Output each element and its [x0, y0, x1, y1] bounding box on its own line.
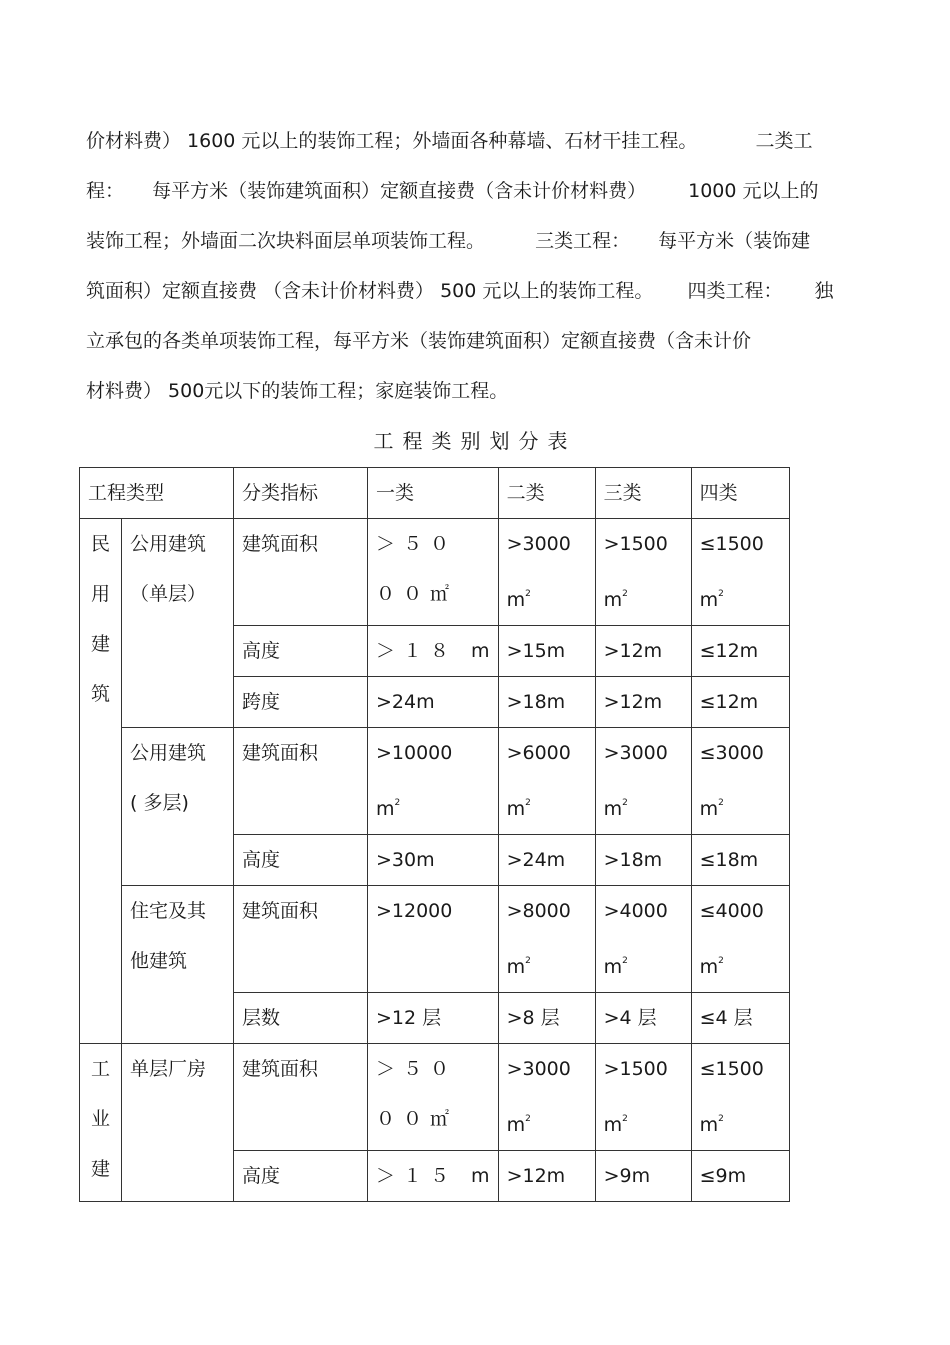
- value-cell: >4 层: [595, 993, 691, 1044]
- value-cell: ＞５０ ００㎡: [368, 519, 499, 626]
- paragraph-line: [86, 116, 876, 166]
- metric-cell: 跨度: [234, 677, 368, 728]
- intro-paragraph: [86, 116, 876, 416]
- table-row: [80, 728, 790, 835]
- subtype-residential: 住宅及其 他建筑: [122, 886, 234, 1044]
- paragraph-text: 材料费） 500元以下的装饰工程；家庭装饰工程。: [86, 380, 509, 402]
- paragraph-text: 立承包的各类单项装饰工程，每平方米（装饰建筑面积）定额直接费（含未计价: [86, 330, 752, 352]
- paragraph-text: 每平方米（装饰建: [658, 230, 811, 252]
- table-header-row: [80, 468, 790, 519]
- classification-table: [79, 467, 790, 1202]
- value-cell: ＞５０ ００㎡: [368, 1044, 499, 1151]
- value-cell: ≤12m: [691, 626, 789, 677]
- paragraph-line: [86, 166, 876, 216]
- paragraph-text: 1000 元以上的: [688, 180, 819, 202]
- value-cell: >24m: [368, 677, 499, 728]
- paragraph-text: 四类工程：: [687, 280, 783, 302]
- metric-cell: 建筑面积: [234, 1044, 368, 1151]
- value-cell: >15m: [498, 626, 595, 677]
- paragraph-text: 每平方米（装饰建筑面积）定额直接费（含未计价材料费）: [152, 180, 647, 202]
- metric-cell: 高度: [234, 1151, 368, 1202]
- metric-cell: 层数: [234, 993, 368, 1044]
- value-cell: >18m: [498, 677, 595, 728]
- paragraph-text: 二类工: [755, 130, 813, 152]
- paragraph-line: [86, 266, 876, 316]
- value-cell: ≤9m: [691, 1151, 789, 1202]
- metric-cell: 高度: [234, 626, 368, 677]
- paragraph-text: 三类工程：: [535, 230, 631, 252]
- table-row: [80, 1044, 790, 1151]
- value-cell: >6000 $m^2$: [498, 728, 595, 835]
- value-cell: >3000 $m^2$: [498, 1044, 595, 1151]
- paragraph-text: 独: [814, 280, 834, 302]
- subtype-multi: 公用建筑 ( 多层): [122, 728, 234, 886]
- value-cell: >18m: [595, 835, 691, 886]
- value-cell: ≤1500 $m^2$: [691, 1044, 789, 1151]
- table-row: [80, 519, 790, 626]
- value-cell: ≤1500 $m^2$: [691, 519, 789, 626]
- paragraph-text: 价材料费） 1600 元以上的装饰工程；外墙面各种幕墙、石材干挂工程。: [86, 130, 698, 152]
- value-cell: >3000 $m^2$: [498, 519, 595, 626]
- value-cell: >12 层: [368, 993, 499, 1044]
- value-cell: >12m: [498, 1151, 595, 1202]
- value-cell: >30m: [368, 835, 499, 886]
- value-cell: >12000: [368, 886, 499, 993]
- value-cell: ≤3000 $m^2$: [691, 728, 789, 835]
- paragraph-text: 程：: [86, 180, 125, 202]
- value-cell: >8000 $m^2$: [498, 886, 595, 993]
- group-civil: 民 用 建 筑: [80, 519, 122, 1044]
- value-cell: ≤4 层: [691, 993, 789, 1044]
- metric-cell: 建筑面积: [234, 519, 368, 626]
- header-cell: 二类: [498, 468, 595, 519]
- value-cell: ＞１５ m: [368, 1151, 499, 1202]
- table-row: [80, 886, 790, 993]
- paragraph-line: [86, 316, 876, 366]
- value-cell: >10000 $m^2$: [368, 728, 499, 835]
- header-cell: 分类指标: [234, 468, 368, 519]
- value-cell: ≤18m: [691, 835, 789, 886]
- value-cell: ≤12m: [691, 677, 789, 728]
- value-cell: ≤4000 $m^2$: [691, 886, 789, 993]
- metric-cell: 高度: [234, 835, 368, 886]
- metric-cell: 建筑面积: [234, 886, 368, 993]
- header-cell: 四类: [691, 468, 789, 519]
- paragraph-text: 装饰工程；外墙面二次块料面层单项装饰工程。: [86, 230, 486, 252]
- value-cell: >12m: [595, 626, 691, 677]
- subtype-factory: 单层厂房: [122, 1044, 234, 1202]
- metric-cell: 建筑面积: [234, 728, 368, 835]
- value-cell: >8 层: [498, 993, 595, 1044]
- paragraph-line: [86, 366, 876, 416]
- paragraph-text: 筑面积）定额直接费 （含未计价材料费） 500 元以上的装饰工程。: [86, 280, 654, 302]
- value-cell: >3000 $m^2$: [595, 728, 691, 835]
- value-cell: >1500 $m^2$: [595, 1044, 691, 1151]
- value-cell: ＞１８ m: [368, 626, 499, 677]
- value-cell: >9m: [595, 1151, 691, 1202]
- value-cell: >1500 $m^2$: [595, 519, 691, 626]
- table-title: 工程类别划分表: [373, 429, 577, 453]
- value-cell: >12m: [595, 677, 691, 728]
- subtype-single: 公用建筑 （单层）: [122, 519, 234, 728]
- value-cell: >4000 $m^2$: [595, 886, 691, 993]
- header-cell: 三类: [595, 468, 691, 519]
- group-industrial: 工 业 建: [80, 1044, 122, 1202]
- header-cell: 工程类型: [80, 468, 234, 519]
- paragraph-line: [86, 216, 876, 266]
- value-cell: >24m: [498, 835, 595, 886]
- header-cell: 一类: [368, 468, 499, 519]
